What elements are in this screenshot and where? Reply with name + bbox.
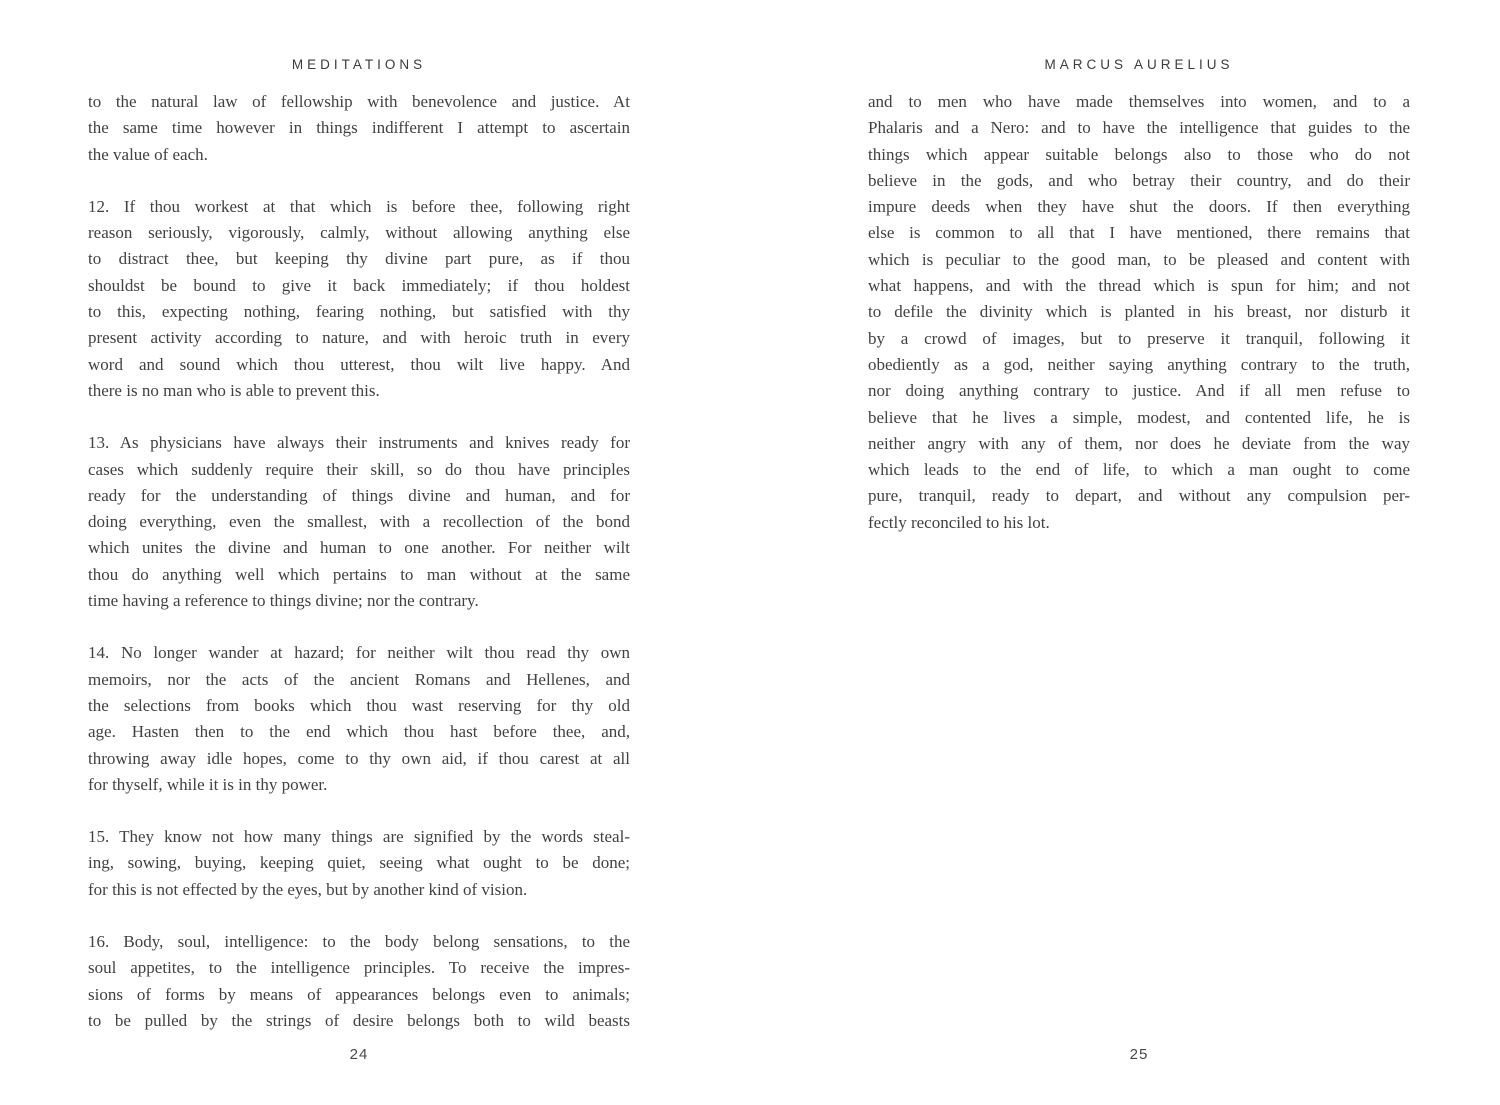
text-line: to distract thee, but keeping thy divine part pure, as if thou [88,249,630,269]
text-line: reason seriously, vigorously, calmly, without allowing anything else [88,223,630,243]
text-line: sions of forms by means of appearances belongs even to animals; [88,984,630,1004]
text-line: impure deeds when they have shut the doors. If then everything [868,197,1410,217]
text-line: neither angry with any of them, nor does he deviate from the way [868,433,1410,453]
text-line: nor doing anything contrary to justice. And if all men refuse to [868,381,1410,401]
text-line: to defile the divinity which is planted in his breast, nor disturb it [868,302,1410,322]
text-line: 15. They know not how many things are signified by the words steal- [88,827,630,847]
text-line: for this is not effected by the eyes, but by another kind of vision. [88,879,528,899]
paragraph [88,640,630,798]
text-line: obediently as a god, neither saying anything contrary to the truth, [868,354,1410,374]
text-line: the selections from books which thou wast reserving for thy old [88,695,630,715]
text-line: Phalaris and a Nero: and to have the intelligence that guides to the [868,118,1410,138]
text-line: pure, tranquil, ready to depart, and without any compulsion per- [868,486,1410,506]
text-line: soul appetites, to the intelligence principles. To receive the impres- [88,958,630,978]
text-column-right [868,89,1410,536]
paragraph [88,929,630,1034]
text-line: fectly reconciled to his lot. [868,512,1050,532]
text-line: to be pulled by the strings of desire belongs both to wild beasts [88,1010,630,1030]
running-head-right: MARCUS AURELIUS [1044,57,1234,72]
text-line: for thyself, while it is in thy power. [88,774,328,794]
page-number-right: 25 [1129,1046,1149,1063]
text-line: ready for the understanding of things divine and human, and for [88,485,630,505]
paragraph [868,89,1410,536]
text-line: believe in the gods, and who betray their country, and do their [868,170,1410,190]
text-line: 14. No longer wander at hazard; for neither wilt thou read thy own [88,643,630,663]
paragraph [88,430,630,614]
text-line: cases which suddenly require their skill, so do thou have principles [88,459,630,479]
text-line: time having a reference to things divine; nor the contrary. [88,591,479,611]
text-line: thou do anything well which pertains to man without at the same [88,564,630,584]
text-line: present activity according to nature, and with heroic truth in every [88,328,630,348]
text-line: memoirs, nor the acts of the ancient Romans and Hellenes, and [88,669,630,689]
paragraph [88,89,630,168]
running-head-left: MEDITATIONS [291,57,427,72]
text-line: throwing away idle hopes, come to thy own aid, if thou carest at all [88,748,630,768]
text-line: doing everything, even the smallest, with a recollection of the bond [88,512,630,532]
text-line: which leads to the end of life, to which a man ought to come [868,460,1410,480]
text-line: the value of each. [88,144,208,164]
text-line: age. Hasten then to the end which thou hast before thee, and, [88,722,630,742]
text-line: which is peculiar to the good man, to be pleased and content with [868,249,1410,269]
text-line: what happens, and with the thread which is spun for him; and not [868,276,1410,296]
text-line: and to men who have made themselves into women, and to a [868,92,1410,111]
text-line: shouldst be bound to give it back immediately; if thou holdest [88,275,630,295]
page-number-left: 24 [349,1046,369,1063]
text-line: 12. If thou workest at that which is before thee, following right [88,196,630,216]
paragraph [88,194,630,404]
text-line: there is no man who is able to prevent this. [88,380,380,400]
text-line: 13. As physicians have always their instruments and knives ready for [88,433,630,453]
text-line: believe that he lives a simple, modest, and contented life, he is [868,407,1410,427]
paragraph [88,824,630,903]
text-line: which unites the divine and human to one another. For neither wilt [88,538,630,558]
text-line: else is common to all that I have mentioned, there remains that [868,223,1410,243]
text-line: to the natural law of fellowship with benevolence and justice. At [88,92,630,111]
text-line: word and sound which thou utterest, thou wilt live happy. And [88,354,630,374]
text-line: 16. Body, soul, intelligence: to the body belong sensations, to the [88,932,630,952]
text-line: to this, expecting nothing, fearing nothing, but satisfied with thy [88,302,630,322]
text-line: ing, sowing, buying, keeping quiet, seeing what ought to be done; [88,853,630,873]
text-line: by a crowd of images, but to preserve it tranquil, following it [868,328,1410,348]
text-line: the same time however in things indifferent I attempt to ascertain [88,118,630,138]
text-line: things which appear suitable belongs also to those who do not [868,144,1410,164]
text-column-left [88,89,630,1034]
